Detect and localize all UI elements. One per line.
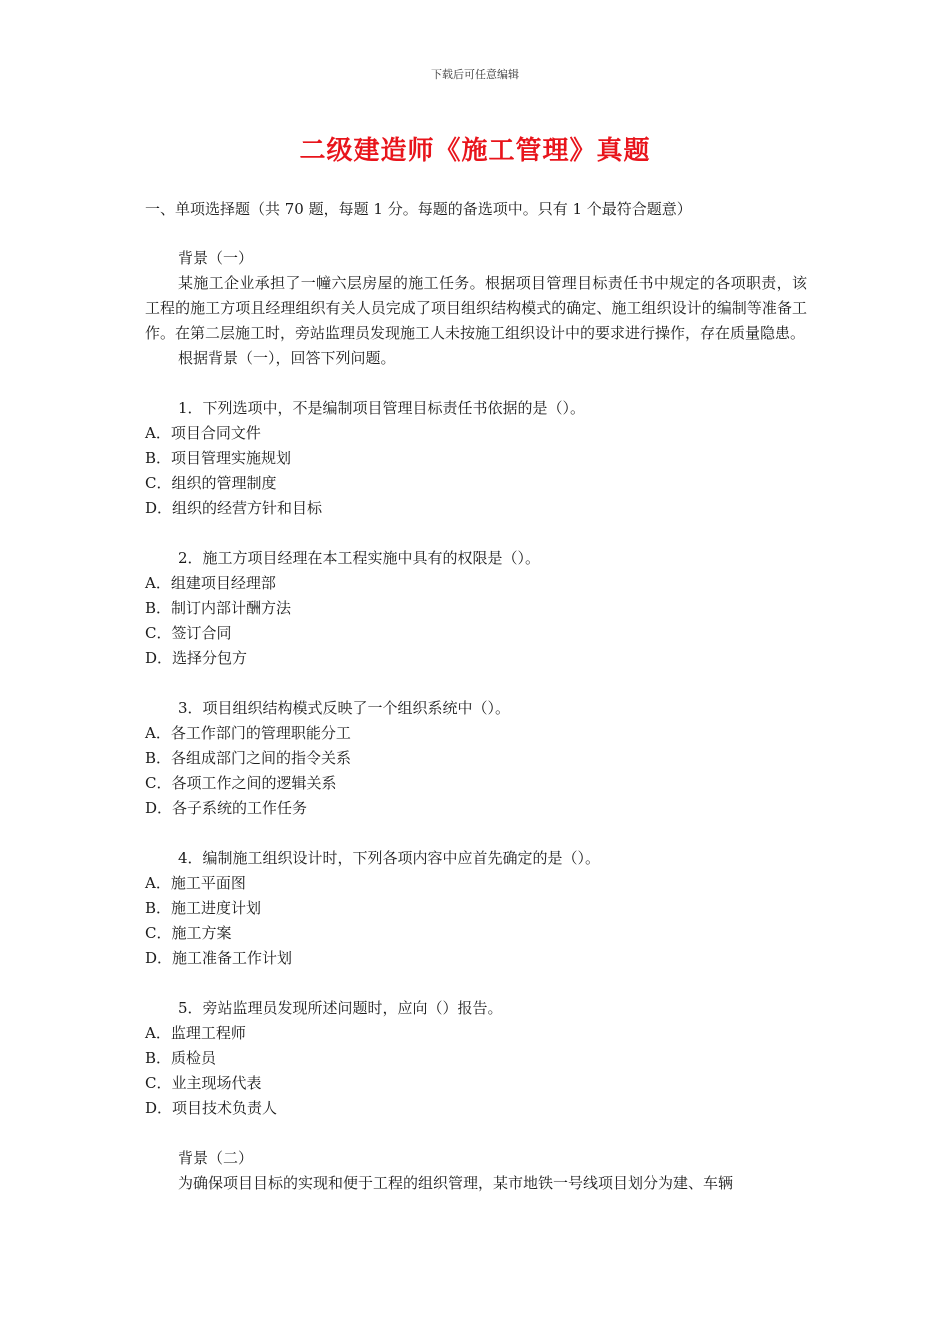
question-2 [145,546,807,671]
document-body [145,246,807,1196]
option-d: D．项目技术负责人 [145,1099,278,1117]
option-c: C．组织的管理制度 [145,474,277,492]
question-stem: 5．旁站监理员发现所述问题时，应向（）报告。 [178,999,503,1017]
option-d: D．施工准备工作计划 [145,949,293,967]
question-stem: 2．施工方项目经理在本工程实施中具有的权限是（）。 [178,549,541,567]
option-b: B．项目管理实施规划 [145,449,292,467]
option-d: D．组织的经营方针和目标 [145,499,323,517]
option-d: D．选择分包方 [145,649,248,667]
question-5 [145,996,807,1121]
option-b: B．施工进度计划 [145,899,262,917]
option-a: A．项目合同文件 [145,424,261,442]
option-d: D．各子系统的工作任务 [145,799,308,817]
background-2-text: 为确保项目目标的实现和便于工程的组织管理，某市地铁一号线项目划分为建、车辆 [178,1174,734,1192]
option-b: B．制订内部计酬方法 [145,599,292,617]
option-a: A．监理工程师 [145,1024,246,1042]
background-1-prompt: 根据背景（一），回答下列问题。 [178,349,396,367]
option-b: B．质检员 [145,1049,217,1067]
option-c: C．各项工作之间的逻辑关系 [145,774,337,792]
option-c: C．业主现场代表 [145,1074,262,1092]
question-stem: 4．编制施工组织设计时，下列各项内容中应首先确定的是（）。 [178,849,601,867]
question-4 [145,846,807,971]
option-c: C．施工方案 [145,924,232,942]
question-stem: 1．下列选项中，不是编制项目管理目标责任书依据的是（）。 [178,399,586,417]
background-1-label: 背景（一） [178,249,254,267]
question-stem: 3．项目组织结构模式反映了一个组织系统中（）。 [178,699,511,717]
document-title: 二级建造师《施工管理》真题 [299,136,651,166]
section-heading: 一、单项选择题（共 70 题，每题 1 分。每题的备选项中。只有 1 个最符合题意） [145,200,692,218]
option-a: A．组建项目经理部 [145,574,276,592]
option-a: A．各工作部门的管理职能分工 [145,724,351,742]
option-c: C．签订合同 [145,624,232,642]
page-header: 下载后可任意编辑 [431,68,519,81]
option-b: B．各组成部门之间的指令关系 [145,749,352,767]
question-1 [145,396,807,521]
background-2-label: 背景（二） [178,1149,254,1167]
question-3 [145,696,807,821]
background-1-text: 某施工企业承担了一幢六层房屋的施工任务。根据项目管理目标责任书中规定的各项职责，该工程的施工方项且经理组织有关人员完成了项目组织结构模式的确定、施工组织设计的编制等准备工作。在第二层施工时，旁站监理员发现施工人未按施工组织设计中的要求进行操作，存在质量隐患。 [145,274,807,342]
option-a: A．施工平面图 [145,874,246,892]
